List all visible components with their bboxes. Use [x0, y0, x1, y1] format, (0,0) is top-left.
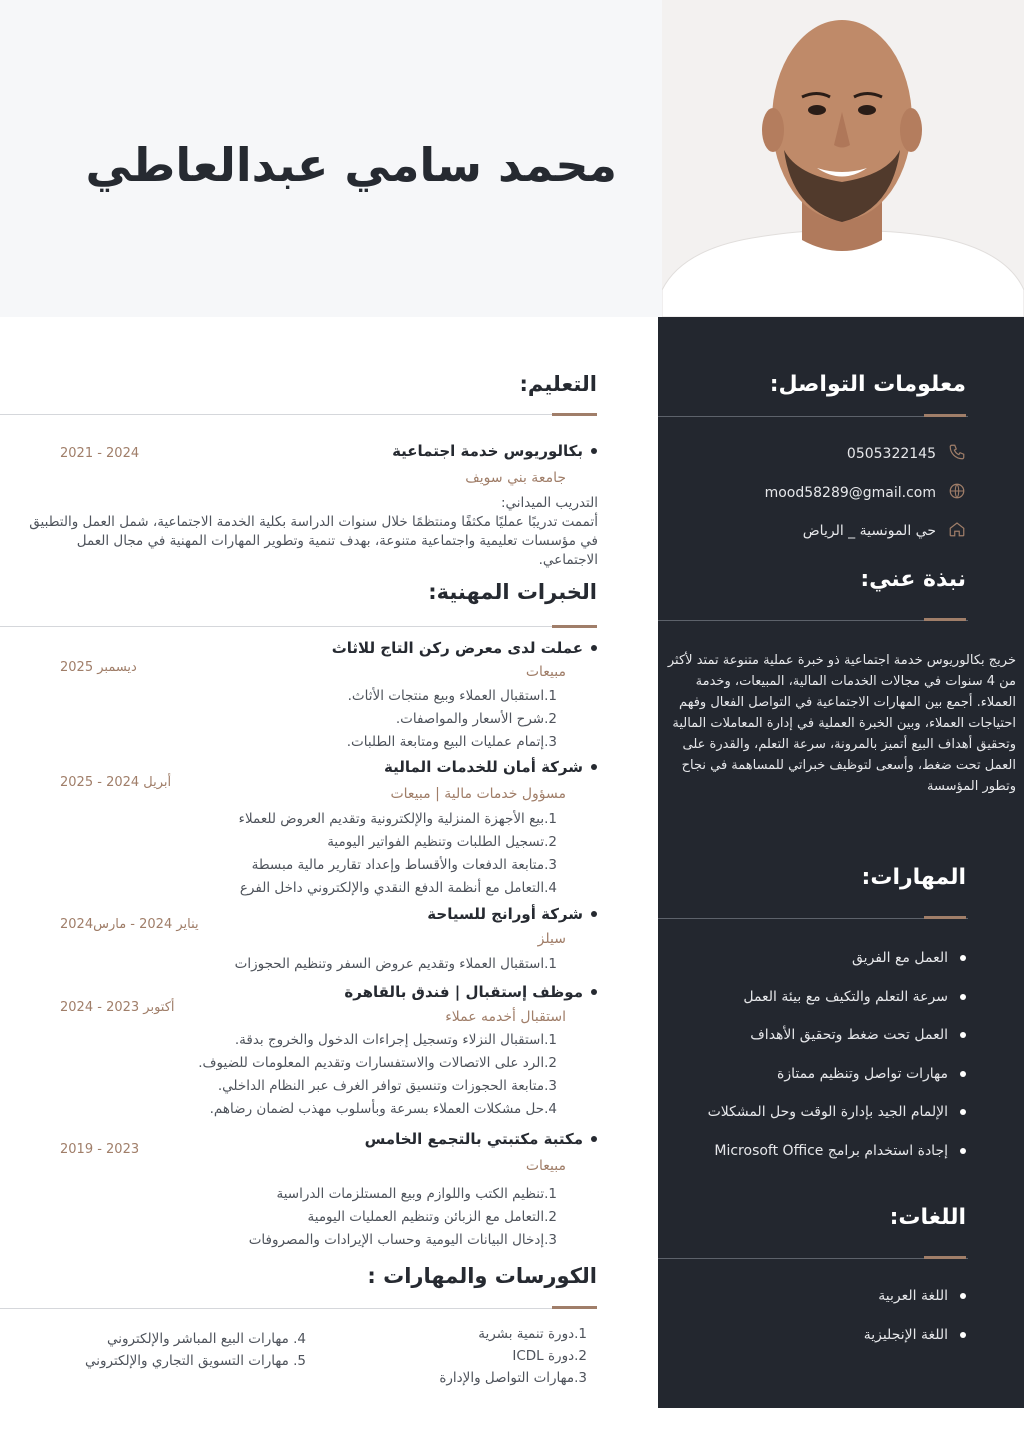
job-title-text: شركة أورانج للسياحة	[427, 905, 583, 923]
bullet-dot	[591, 645, 597, 651]
job-duty: 3.متابعة الدفعات والأقساط وإعداد تقارير مالية مبسطة	[251, 857, 557, 873]
training-block	[18, 494, 598, 570]
job-role: سيلز	[537, 931, 566, 947]
languages-list	[864, 1286, 966, 1363]
job-title	[365, 1130, 597, 1148]
job-duty: 1.تنظيم الكتب واللوازم وبيع المستلزمات الدراسية	[276, 1186, 557, 1202]
job-duties	[198, 1029, 557, 1121]
job-title-text: عملت لدى معرض ركن التاج للاثاث	[331, 639, 583, 657]
globe-icon	[948, 482, 966, 504]
portrait-image	[662, 0, 1024, 317]
job-duty: 4.التعامل مع أنظمة الدفع النقدي والإلكتروني داخل الفرع	[239, 880, 557, 896]
degree-name: بكالوريوس خدمة اجتماعية	[392, 442, 583, 460]
job-title-text: موظف إستقبال | فندق بالقاهرة	[344, 983, 583, 1001]
job-duty: 1.استقبال النزلاء وتسجيل إجراءات الدخول والخروج بدقة.	[234, 1032, 557, 1048]
job-duties	[239, 808, 557, 900]
sidebar	[658, 317, 1024, 1408]
job-date: يناير 2024 - مارس2024	[60, 917, 199, 932]
skill-item: العمل مع الفريق	[708, 948, 966, 987]
training-text: أتممت تدريبًا عمليًا مكثفًا ومنتظمًا خلال سنوات الدراسة بكلية الخدمة الاجتماعية، شمل العمل والتطبيق في مؤسسات تعليمية واجتماعية متنوعة، بهدف تنمية وتطوير المهارات المهنية في مجال العمل الاجتماعي.	[29, 514, 598, 568]
education-title: التعليم:	[519, 372, 597, 396]
courses-list-1	[439, 1323, 587, 1389]
courses-divider	[0, 1308, 597, 1309]
contact-email	[765, 482, 966, 504]
job-duties	[249, 1183, 557, 1252]
training-label: التدريب الميداني:	[501, 495, 598, 511]
skill-item: العمل تحت ضغط وتحقيق الأهداف	[708, 1025, 966, 1064]
course-item: 1.دورة تنمية بشرية	[478, 1326, 587, 1342]
skills-title: المهارات:	[861, 865, 966, 890]
job-duty: 4.حل مشكلات العملاء بسرعة وبأسلوب مهذب لضمان رضاهم.	[209, 1101, 557, 1117]
job-duty: 3.متابعة الحجوزات وتنسيق توافر الغرف عبر النظام الداخلي.	[217, 1078, 557, 1094]
phone-number: 0505322145	[846, 446, 936, 462]
courses-title: الكورسات والمهارات :	[367, 1264, 597, 1288]
about-accent-bar	[924, 618, 966, 621]
languages-accent-bar	[924, 1256, 966, 1259]
bullet-dot	[591, 911, 597, 917]
education-accent-bar	[552, 413, 597, 416]
courses-list-2	[85, 1328, 306, 1372]
skill-item: الإلمام الجيد بإدارة الوقت وحل المشكلات	[708, 1102, 966, 1141]
contact-address	[803, 520, 966, 542]
bullet-dot	[591, 448, 597, 454]
job-title	[344, 983, 597, 1001]
job-duties	[235, 953, 557, 976]
job-date: أكتوبر 2023 - 2024	[60, 1000, 175, 1015]
profile-photo	[662, 0, 1024, 317]
course-item: 3.مهارات التواصل والإدارة	[439, 1370, 587, 1386]
skill-item: مهارات تواصل وتنظيم ممتازة	[708, 1064, 966, 1103]
job-duty: 3.إدخال البيانات اليومية وحساب الإيرادات والمصروفات	[248, 1232, 557, 1248]
skills-divider	[658, 918, 968, 919]
job-title-text: شركة أمان للخدمات المالية	[384, 758, 583, 776]
job-duty: 1.استقبال العملاء وبيع منتجات الأثاث.	[347, 688, 557, 704]
job-duty: 3.إتمام عمليات البيع ومتابعة الطلبات.	[346, 734, 557, 750]
bullet-dot	[591, 764, 597, 770]
job-date: 2019 - 2023	[60, 1142, 140, 1157]
skills-accent-bar	[924, 916, 966, 919]
job-role: استقبال أخدمه عملاء	[445, 1009, 566, 1025]
job-date: ديسمبر 2025	[60, 660, 137, 675]
contact-title: معلومات التواصل:	[769, 372, 966, 397]
course-item: 5. مهارات التسويق التجاري والإلكتروني	[84, 1353, 306, 1369]
job-title-text: مكتبة مكتبتي بالتجمع الخامس	[364, 1130, 583, 1148]
about-text: خريج بكالوريوس خدمة اجتماعية ذو خبرة عملية متنوعة تمتد لأكثر من 4 سنوات في مجالات الخدمات المالية، المبيعات، وخدمة العملاء. أجمع بين المهارات الاجتماعية في التواصل الفعال وفهم احتياجات العملاء، وبين الخبرة العملية في إدارة المعاملات المالية وتحقيق أهداف البيع أتميز بالمرونة، سرعة التعلم، والقدرة على العمل تحت ضغط، وأسعى لتوظيف خبراتي للمساهمة في نجاح وتطور المؤسسة	[667, 653, 1016, 794]
courses-accent-bar	[552, 1306, 597, 1309]
job-title	[427, 905, 597, 923]
skill-item: إجادة استخدام برامج Microsoft Office	[708, 1141, 966, 1180]
language-item: اللغة الإنجليزية	[864, 1325, 966, 1364]
email-address: mood58289@gmail.com	[764, 485, 936, 501]
job-title	[384, 758, 597, 776]
job-duty: 2.التعامل مع الزبائن وتنظيم العمليات اليومية	[307, 1209, 557, 1225]
course-item: 4. مهارات البيع المباشر والإلكتروني	[107, 1331, 306, 1347]
experience-title: الخبرات المهنية:	[428, 580, 597, 604]
education-date: 2021 - 2024	[60, 446, 140, 461]
job-role: مبيعات	[525, 664, 566, 680]
contact-phone	[847, 443, 966, 465]
about-title: نبذة عني:	[860, 567, 966, 592]
languages-title: اللغات:	[889, 1205, 966, 1230]
job-title	[332, 639, 597, 657]
job-duty: 1.بيع الأجهزة المنزلية والإلكترونية وتقديم العروض للعملاء	[238, 811, 557, 827]
language-item: اللغة العربية	[864, 1286, 966, 1325]
contact-accent-bar	[924, 414, 966, 417]
course-item: 2.دورة ICDL	[512, 1348, 587, 1364]
skill-item: سرعة التعلم والتكيف مع بيئة العمل	[708, 987, 966, 1026]
job-role: مسؤول خدمات مالية | مبيعات	[390, 786, 566, 802]
contact-divider	[658, 416, 968, 417]
job-duty: 2.تسجيل الطلبات وتنظيم الفواتير اليومية	[327, 834, 557, 850]
bullet-dot	[591, 989, 597, 995]
experience-divider	[0, 626, 597, 627]
bullet-dot	[591, 1136, 597, 1142]
job-date: أبريل 2024 - 2025	[60, 775, 172, 790]
job-duties	[347, 685, 557, 754]
languages-divider	[658, 1258, 968, 1259]
education-divider	[0, 414, 597, 415]
job-role: مبيعات	[525, 1158, 566, 1174]
experience-accent-bar	[552, 625, 597, 628]
skills-list	[708, 948, 966, 1180]
address-text: حي المونسية _ الرياض	[802, 523, 936, 539]
person-name: محمد سامي عبدالعاطي	[85, 138, 617, 192]
job-duty: 2.شرح الأسعار والمواصفات.	[395, 711, 557, 727]
job-duty: 2.الرد على الاتصالات والاستفسارات وتقديم المعلومات للضيوف.	[198, 1055, 557, 1071]
job-duty: 1.استقبال العملاء وتقديم عروض السفر وتنظيم الحجوزات	[234, 956, 557, 972]
degree-title	[392, 442, 597, 460]
university-name: جامعة بني سويف	[465, 470, 566, 486]
home-icon	[948, 520, 966, 542]
header	[0, 0, 1024, 317]
about-divider	[658, 620, 968, 621]
phone-icon	[948, 443, 966, 465]
